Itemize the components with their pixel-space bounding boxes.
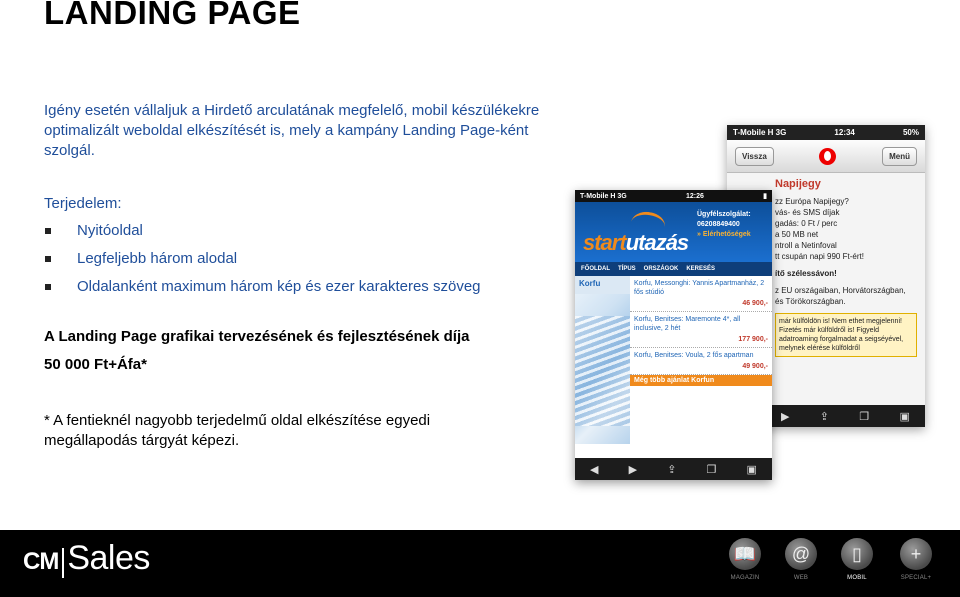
price-value: 50 000 Ft+Áfa*	[44, 356, 147, 373]
phone-number[interactable]: 06208849400	[697, 221, 740, 228]
offer-price: 177 900,-	[738, 336, 768, 343]
site-header	[575, 202, 772, 262]
plus-icon: +	[900, 538, 932, 570]
share-icon[interactable]: ⇪	[819, 410, 829, 423]
footnote: * A fentieknél nagyobb terjedelmű oldal elkészítése egyedi megállapodás tárgyát képezi.	[44, 412, 431, 449]
forward-arrow-icon[interactable]: ▶	[628, 463, 638, 476]
customer-service: Ügyfélszolgálat: 06208849400 » Elérhetőségek	[697, 211, 751, 238]
offer-item[interactable]: Korfu, Messonghi: Yannis Apartmanház, 2 fős stúdió 46 900,-	[630, 276, 772, 312]
scope-heading: Terjedelem:	[44, 195, 122, 212]
section-title: Korfu	[575, 276, 630, 294]
mobile-icon: ▯	[841, 538, 873, 570]
battery-icon: ▮	[763, 193, 767, 200]
book-icon: 📖	[729, 538, 761, 570]
site-menu	[575, 262, 772, 276]
share-icon[interactable]: ⇪	[667, 463, 677, 476]
menu-button[interactable]: Menü	[882, 147, 917, 166]
content: Napijegy zz Európa Napijegy? vás- és SMS díjak gadás: 0 Ft / perc a 50 MB net ntroll a Netinfoval tt csupán napi 990 Ft-ért! ítő szélessávon! z EU országaiban, Horvátországban, és Törökországban.	[727, 173, 925, 307]
offer-list	[630, 276, 772, 444]
content-heading: Napijegy	[775, 178, 821, 190]
intro-text: Igény esetén vállaljuk a Hirdető arculatának megfelelő, mobil készülékekre optimalizált weboldal elkészítését is, mely a kampány Landing Page-ként szolgál.	[44, 102, 540, 159]
bookmarks-icon[interactable]: ❐	[706, 463, 717, 476]
content-subheading: ítő szélessávon!	[775, 269, 837, 278]
back-arrow-icon[interactable]: ◀	[590, 463, 599, 476]
footer-nav-magazin[interactable]: 📖 MAGAZIN	[724, 538, 766, 581]
offers-section	[575, 276, 772, 444]
page-title: LANDING PAGE	[44, 0, 301, 31]
bookmarks-icon[interactable]: ❐	[859, 410, 870, 423]
back-button[interactable]: Vissza	[735, 147, 774, 166]
browser-toolbar	[575, 458, 772, 480]
offer-item[interactable]: Korfu, Benitses: Maremonte 4*, all inclusive, 2 hét 177 900,-	[630, 312, 772, 348]
destination-image	[575, 276, 630, 444]
footer-nav-special[interactable]: + SPECIAL+	[895, 538, 937, 581]
forward-arrow-icon[interactable]: ▶	[780, 410, 790, 423]
status-bar: T-Mobile H 3G 12:26 ▮	[575, 190, 772, 202]
at-icon: @	[785, 538, 817, 570]
status-bar: T-Mobile H 3G 12:34 50%	[727, 125, 925, 140]
footer-nav-mobil[interactable]: ▯ MOBIL	[836, 538, 878, 581]
contacts-link[interactable]: » Elérhetőségek	[697, 231, 751, 238]
price-description: A Landing Page grafikai tervezésének és fejlesztésének díja	[44, 328, 470, 345]
menu-item-type[interactable]: TÍPUS	[618, 266, 636, 272]
scope-list	[44, 222, 481, 306]
offer-price: 49 900,-	[742, 363, 768, 370]
menu-item-search[interactable]: KERESÉS	[686, 266, 716, 272]
cm-sales-logo: CM Sales	[23, 539, 150, 577]
warning-box: már külföldön is! Nem ethet megjelenni! Fizetés már külföldről is! Figyeld adatroaming forgalmadat a seigséyével, melynek elérése külföldről	[775, 313, 917, 357]
footer	[0, 530, 960, 597]
scope-item: Nyitóoldal	[44, 222, 481, 250]
site-logo[interactable]: startutazás	[583, 230, 689, 255]
footer-nav-web[interactable]: @ WEB	[780, 538, 822, 581]
menu-item-countries[interactable]: ORSZÁGOK	[643, 266, 679, 272]
tabs-icon[interactable]: ▣	[899, 410, 910, 423]
nav-bar	[727, 140, 925, 173]
scope-item: Oldalanként maximum három kép és ezer karakteres szöveg	[44, 278, 481, 306]
menu-item-home[interactable]: FŐOLDAL	[581, 266, 610, 272]
vodafone-logo-icon	[819, 148, 836, 165]
offer-item[interactable]: Korfu, Benitses: Voula, 2 fős apartman 49 900,-	[630, 348, 772, 375]
phone-screenshot-startutazas	[575, 190, 772, 480]
scope-item: Legfeljebb három alodal	[44, 250, 481, 278]
more-offers-link[interactable]: Még több ajánlat Korfun	[630, 375, 772, 386]
tabs-icon[interactable]: ▣	[746, 463, 757, 476]
offer-price: 46 900,-	[742, 300, 768, 307]
